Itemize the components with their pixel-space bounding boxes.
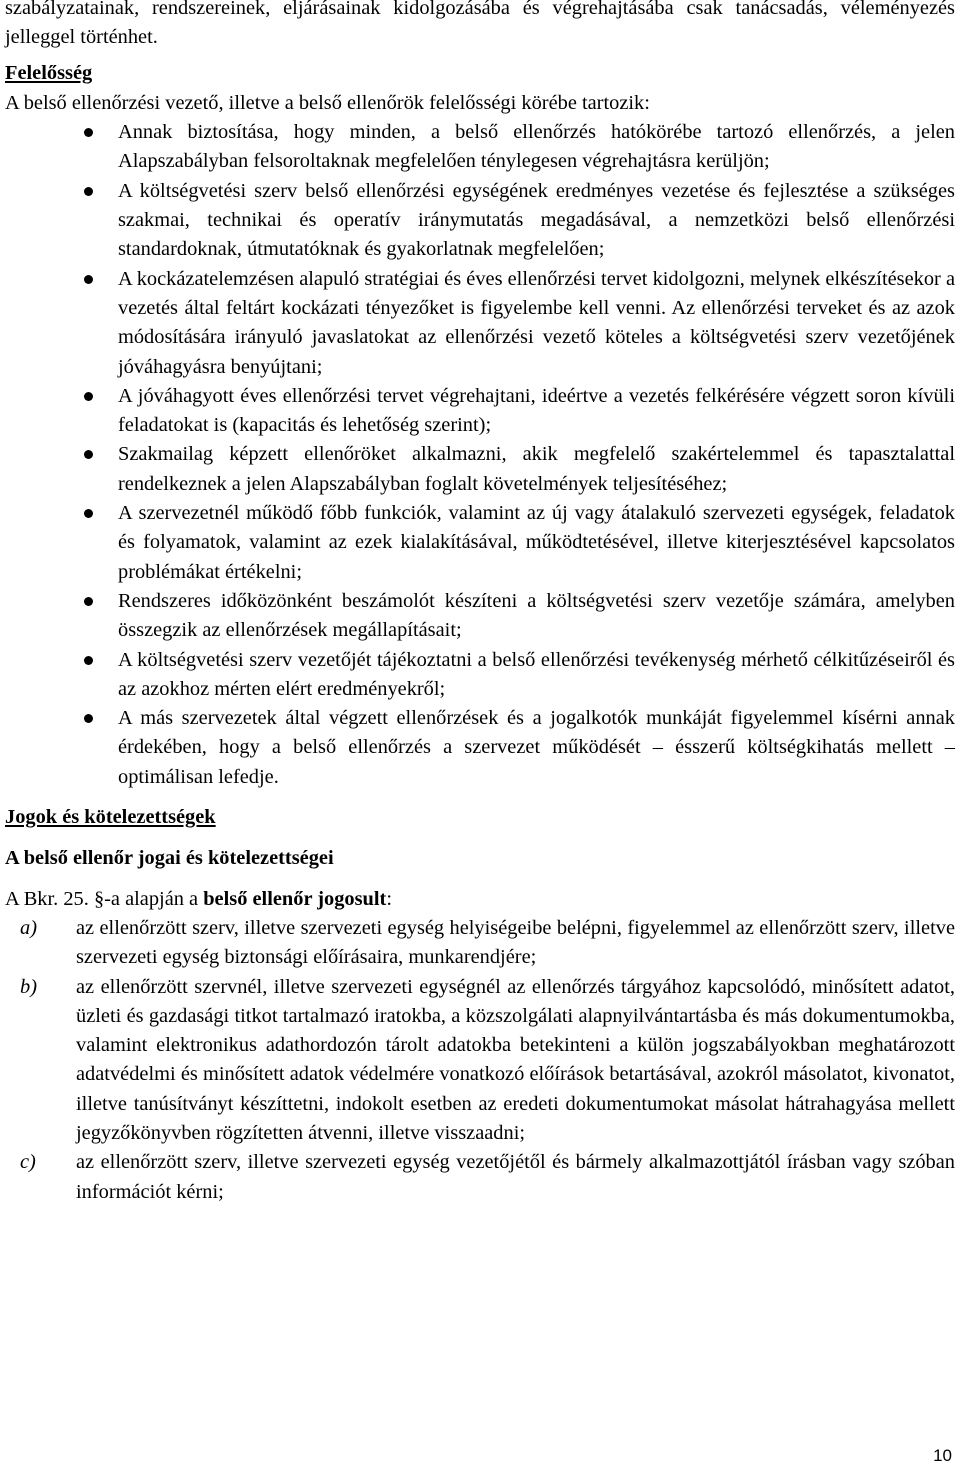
list-item-text: az ellenőrzött szerv, illetve szervezeti egység helyiségeibe belépni, figyelemmel az ellenőrzött szerv, illetve szervezeti egység biztonsági előírásaira, munkarendjére; <box>76 916 955 969</box>
bullet-icon <box>84 450 93 459</box>
section-heading-jogok: Jogok és kötelezettségek <box>5 806 216 829</box>
list-item-text: A jóváhagyott éves ellenőrzési tervet végrehajtani, ideértve a vezetés felkérésére végzett soron kívüli feladatokat is (kapacitás és lehetőség szerint); <box>118 384 955 437</box>
felelosseg-intro: A belső ellenőrzési vezető, illetve a belső ellenőrök felelősségi körébe tartozik: <box>5 91 650 114</box>
bullet-icon <box>84 656 93 665</box>
bullet-icon <box>84 128 93 137</box>
list-item <box>5 704 955 792</box>
subsection-heading: A belső ellenőr jogai és kötelezettségei <box>5 847 334 870</box>
list-item <box>5 440 955 499</box>
list-item-letter: c) <box>20 1151 36 1174</box>
list-item <box>5 587 955 646</box>
list-item <box>5 914 955 973</box>
page-number: 10 <box>933 1445 952 1465</box>
jogok-intro <box>5 885 955 914</box>
bullet-icon <box>84 597 93 606</box>
list-item-letter: a) <box>20 916 37 939</box>
bullet-icon <box>84 509 93 518</box>
list-item <box>5 1148 955 1207</box>
jogok-intro-bold: belső ellenőr jogosult <box>203 887 387 910</box>
list-item-text: A költségvetési szerv vezetőjét tájékoztatni a belső ellenőrzési tevékenység mérhető célkitűzéseiről és az azokhoz mérten elért eredményekről; <box>118 648 955 700</box>
jogok-intro-prefix: A Bkr. 25. §-a alapján a <box>5 887 204 910</box>
list-item-text: A szervezetnél működő főbb funkciók, valamint az új vagy átalakuló szervezeti egységek, feladatok és folyamatok, valamint az ezek kialakításával, működtetésével, illetve kiterjesztésével kapcsolatos problémákat értékelni; <box>118 502 955 583</box>
list-item <box>5 177 955 265</box>
list-item-text: A más szervezetek által végzett ellenőrzések és a jogalkotók munkáját figyelemmel kísérni annak érdekében, hogy a belső ellenőrzés a szervezet működését – ésszerű költségkihatás mellett – optimálisan lefedje. <box>118 707 955 788</box>
bullet-icon <box>84 275 93 284</box>
bullet-icon <box>84 187 93 196</box>
list-item <box>5 265 955 382</box>
list-item <box>5 973 955 1149</box>
list-item-text: az ellenőrzött szerv, illetve szervezeti egység vezetőjétől és bármely alkalmazottjától írásban vagy szóban információt kérni; <box>76 1151 955 1203</box>
list-item <box>5 499 955 587</box>
document-body <box>5 0 955 1207</box>
list-item-text: Szakmailag képzett ellenőröket alkalmazni, akik megfelelő szakértelemmel és tapasztalattal rendelkeznek a jelen Alapszabályban foglalt követelmények teljesítéséhez; <box>118 443 955 495</box>
list-item <box>5 646 955 705</box>
jogok-list <box>5 914 955 1207</box>
jogok-intro-suffix: : <box>386 887 393 910</box>
list-item-text: Rendszeres időközönként beszámolót készíteni a költségvetési szerv vezetője számára, amelyben összegzik az ellenőrzések megállapításait; <box>118 589 955 642</box>
list-item-text: Annak biztosítása, hogy minden, a belső ellenőrzés hatókörébe tartozó ellenőrzés, a jelen Alapszabályban felsoroltaknak megfelelően ténylegesen végrehajtásra kerüljön; <box>118 121 955 173</box>
list-item-letter: b) <box>20 975 37 998</box>
list-item <box>5 118 955 177</box>
list-item <box>5 382 955 441</box>
section-heading-felelosseg: Felelősség <box>5 61 93 84</box>
felelosseg-list <box>5 118 955 792</box>
list-item-text: A költségvetési szerv belső ellenőrzési egységének eredményes vezetése és fejlesztése a szükséges szakmai, technikai és operatív iránymutatás megadásával, a nemzetközi belső ellenőrzési standardoknak, útmutatóknak és gyakorlatnak megfelelően; <box>118 179 955 261</box>
intro-paragraph-tail: szabályzatainak, rendszereinek, eljárásainak kidolgozásába és végrehajtásába csak tanácsadás, véleményezés jelleggel történhet. <box>5 0 955 49</box>
list-item-text: A kockázatelemzésen alapuló stratégiai és éves ellenőrzési tervet kidolgozni, melynek elkészítésekor a vezetés által feltárt kockázati tényezőket is figyelembe kell venni. Az ellenőrzési terveket és az azok módosítására irányuló javaslatokat az ellenőrzési vezető köteles a költségvetési szerv vezetőjének jóváhagyásra benyújtani; <box>118 267 955 378</box>
bullet-icon <box>84 392 93 401</box>
bullet-icon <box>84 714 93 723</box>
list-item-text: az ellenőrzött szervnél, illetve szervezeti egységnél az ellenőrzés tárgyához kapcsolódó, minősített adatot, üzleti és gazdasági titkot tartalmazó iratokba, a közszolgálati alapnyilvántartásba és más dokumentumokba, valamint elektronikus adathordozón tárolt adatokba betekinteni a külön jogszabályokban meghatározott adatvédelmi és minősített adatok védelmére vonatkozó előírások betartásával, azokról másolatot, kivonatot, illetve tanúsítványt készíttetni, indokolt esetben az eredeti dokumentumokat másolat hátrahagyása mellett jegyzőkönyvben rögzítetten átvenni, illetve visszaadni; <box>76 975 955 1144</box>
